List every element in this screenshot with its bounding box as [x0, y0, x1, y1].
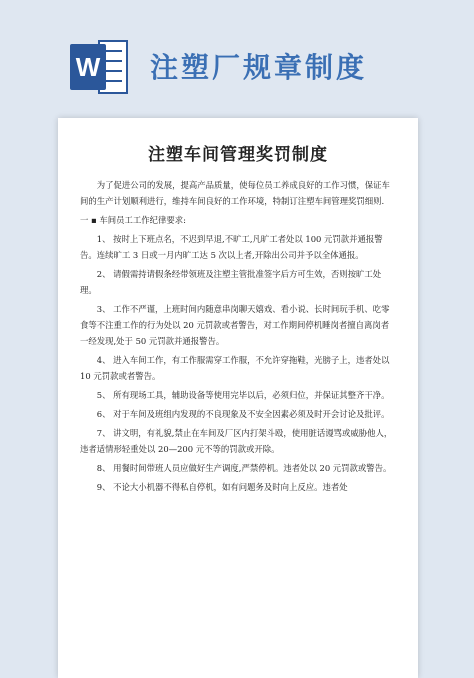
rule-item: 5、 所有现场工具，辅助设备等使用完毕以后，必须归位，并保证其整齐干净。	[96, 390, 390, 400]
banner-title: 注塑厂规章制度	[150, 51, 368, 84]
document-page	[58, 118, 418, 678]
intro-paragraph: 为了促进公司的发展，提高产品质量，使每位员工养成良好的工作习惯，保证车间的生产计划顺利进行，维持车间良好的工作环境，特制订注塑车间管理奖罚细则.	[80, 180, 390, 206]
word-letter: W	[70, 44, 106, 90]
rule-item: 8、 用餐时间带班人员应做好生产调度,严禁停机。违者处以 20 元罚款或警告。	[96, 463, 392, 473]
rule-item: 4、 进入车间工作，有工作服需穿工作服，不允许穿拖鞋，光膀子上，违者处以 10 元罚款或者警告。	[80, 355, 390, 381]
document-title: 注塑车间管理奖罚制度	[148, 145, 328, 165]
banner	[0, 0, 474, 110]
rule-item: 6、 对于车间及班组内发现的不良现象及不安全因素必须及时开会讨论及批评。	[96, 409, 390, 419]
rule-item: 2、 请假需持请假条经带领班及注塑主管批准签字后方可生效，否则按旷工处理。	[80, 269, 382, 295]
rule-item: 1、 按时上下班点名，不迟到早退,不旷工,凡旷工者处以 100 元罚款并通报警告。连续旷工 3 日或一月内旷工达 5 次以上者,开除出公司并予以全体通报。	[80, 234, 383, 260]
rule-item: 7、 讲文明，有礼貌,禁止在车间及厂区内打架斗殴，使用脏话谩骂或威胁他人，违者适情形轻重处以 20—200 元不等的罚款或开除。	[80, 428, 393, 454]
section-heading: 一 ▪ 车间员工工作纪律要求:	[80, 215, 186, 225]
word-icon	[70, 40, 130, 94]
rule-item: 9、 不论大小机器不得私自停机，如有问题务及时向上反应。违者处	[96, 482, 348, 492]
rule-item: 3、 工作不严谨，上班时间内随意串岗聊天嬉戏、看小说、长时间玩手机、吃零食等不注重工作的行为处以 20 元罚款或者警告，对工作期间停机睡岗者擅自离岗者一经发现,处于 50 元罚款并通报警告。	[80, 304, 390, 346]
